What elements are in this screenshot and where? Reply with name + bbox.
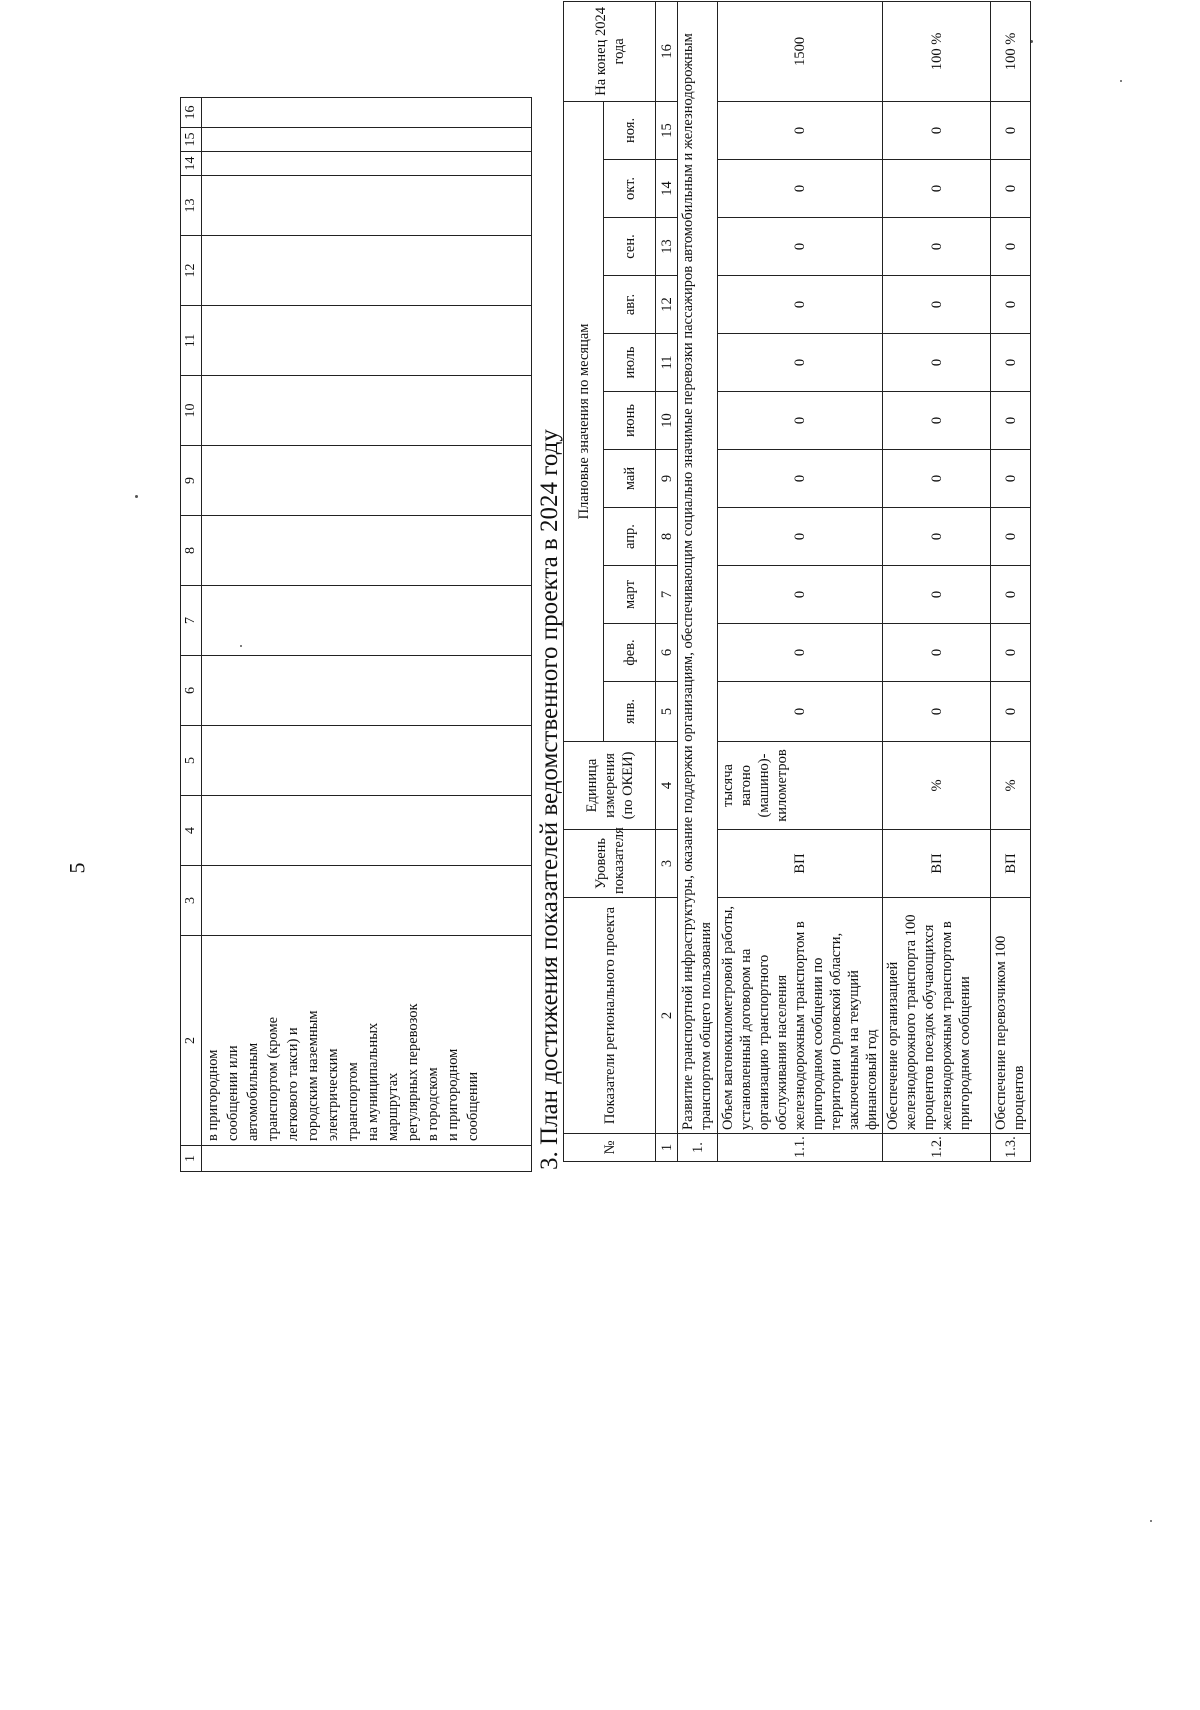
- continuation-body-row: [202, 98, 532, 1172]
- month-header: июль: [604, 334, 656, 392]
- text-line: на муниципальных: [365, 1022, 381, 1141]
- col-index: 10: [181, 376, 202, 446]
- indicators-table: [563, 7, 1029, 1162]
- cell: [202, 796, 532, 866]
- month-value: 0: [883, 624, 991, 682]
- col-index: 3: [181, 866, 202, 936]
- month-value: 0: [991, 508, 1031, 566]
- col-index: 12: [181, 236, 202, 306]
- col-index: 2: [656, 898, 678, 1134]
- section-row: [678, 1, 718, 1161]
- col-index: 13: [181, 176, 202, 236]
- col-index: 11: [181, 306, 202, 376]
- month-value: 0: [883, 334, 991, 392]
- month-value: 0: [718, 682, 883, 742]
- month-value: 0: [883, 160, 991, 218]
- col-index: 10: [656, 392, 678, 450]
- continuation-header-row: [181, 98, 202, 1172]
- col-index: 8: [181, 516, 202, 586]
- table-row: [883, 1, 991, 1161]
- section-text: Развитие транспортной инфраструктуры, оказание поддержки организациям, обеспечивающим социально значимые перевозки пассажиров автомобильным и железнодорожным транспортом общего пользования: [678, 1, 718, 1133]
- page-number: 5: [64, 862, 90, 874]
- text-line: городским наземным: [305, 1010, 321, 1141]
- scan-speck: [1150, 1520, 1152, 1522]
- month-value: 0: [991, 160, 1031, 218]
- month-value: 0: [883, 218, 991, 276]
- month-value: 0: [883, 392, 991, 450]
- month-value: 0: [718, 392, 883, 450]
- text-line: автомобильным: [245, 1042, 261, 1141]
- month-value: 0: [991, 624, 1031, 682]
- text-line: в пригородном: [205, 1049, 221, 1141]
- header-unit: Единица измерения (по ОКЕИ): [564, 742, 656, 830]
- cell: [202, 586, 532, 656]
- text-line: в городском: [425, 1067, 441, 1141]
- indicator-name: Обеспечение организацией железнодорожного транспорта 100 процентов поездок обучающихся железнодорожным транспортом в пригородном сообщении: [883, 898, 991, 1134]
- month-value: 0: [883, 450, 991, 508]
- header-num: №: [564, 1134, 656, 1162]
- month-value: 0: [718, 218, 883, 276]
- month-value: 0: [883, 566, 991, 624]
- col-index: 11: [656, 334, 678, 392]
- month-value: 0: [718, 101, 883, 159]
- col-index: 16: [181, 98, 202, 128]
- month-header: окт.: [604, 160, 656, 218]
- text-line: регулярных перевозок: [405, 1003, 421, 1141]
- month-value: 0: [718, 624, 883, 682]
- indicator-unit: %: [991, 742, 1031, 830]
- col-index: 15: [656, 101, 678, 159]
- col-index: 1: [656, 1134, 678, 1162]
- cell: [202, 376, 532, 446]
- cell: [202, 516, 532, 586]
- month-value: 0: [991, 450, 1031, 508]
- text-line: электрическим: [325, 1048, 341, 1141]
- continuation-table: [180, 98, 532, 1172]
- text-line: легкового такси) и: [285, 1027, 301, 1141]
- indicator-level: ВП: [883, 830, 991, 898]
- text-line: маршрутах: [385, 1072, 401, 1141]
- year-end-value: 100 %: [883, 1, 991, 101]
- scan-speck: [1120, 80, 1122, 82]
- col-index: 5: [181, 726, 202, 796]
- col-index: 5: [656, 682, 678, 742]
- header-indicator-name: Показатели регионального проекта: [564, 898, 656, 1134]
- col-index: 16: [656, 1, 678, 101]
- month-value: 0: [883, 276, 991, 334]
- month-header: май: [604, 450, 656, 508]
- col-index: 14: [656, 160, 678, 218]
- row-num: 1.1.: [718, 1134, 883, 1162]
- indicator-name-continuation: [202, 936, 532, 1146]
- cell: [202, 128, 532, 152]
- indicator-unit: %: [883, 742, 991, 830]
- col-index: 8: [656, 508, 678, 566]
- month-header: июнь: [604, 392, 656, 450]
- cell: [202, 656, 532, 726]
- month-value: 0: [718, 508, 883, 566]
- month-value: 0: [718, 566, 883, 624]
- indicator-level: ВП: [718, 830, 883, 898]
- scan-speck: [135, 495, 138, 498]
- col-index: 2: [181, 936, 202, 1146]
- col-index: 3: [656, 830, 678, 898]
- year-end-value: 1500: [718, 1, 883, 101]
- month-value: 0: [991, 682, 1031, 742]
- row-num: 1.2.: [883, 1134, 991, 1162]
- indicator-name: Объем вагонокилометровой работы, установленный договором на организацию транспортного обслуживания населения железнодорожным транспортом в пригородном сообщении по территории Орловской области, заключенным на текущий финансовый год: [718, 898, 883, 1134]
- col-index: 13: [656, 218, 678, 276]
- header-row: [564, 1, 604, 1161]
- section-num: 1.: [678, 1134, 718, 1162]
- month-header: ноя.: [604, 101, 656, 159]
- header-monthly-values: Плановые значения по месяцам: [564, 101, 604, 741]
- col-index: 9: [181, 446, 202, 516]
- text-line: и пригородном: [445, 1048, 461, 1141]
- text-line: транспортом: [345, 1062, 361, 1141]
- month-header: март: [604, 566, 656, 624]
- table-row: [991, 1, 1031, 1161]
- section-title: 3. План достижения показателей ведомственного проекта в 2024 году: [536, 429, 563, 1170]
- month-header: апр.: [604, 508, 656, 566]
- cell: [202, 176, 532, 236]
- year-end-value: 100 %: [991, 1, 1031, 101]
- col-index: 15: [181, 128, 202, 152]
- month-value: 0: [718, 276, 883, 334]
- month-value: 0: [991, 218, 1031, 276]
- text-line: сообщении: [465, 1071, 481, 1141]
- month-value: 0: [991, 392, 1031, 450]
- cell: [202, 152, 532, 176]
- header-year-end: На конец 2024 года: [564, 1, 656, 101]
- col-index: 6: [181, 656, 202, 726]
- month-value: 0: [718, 334, 883, 392]
- header-level: Уровень показателя: [564, 830, 656, 898]
- col-index: 7: [181, 586, 202, 656]
- cell: [202, 446, 532, 516]
- cell: [202, 726, 532, 796]
- month-header: авг.: [604, 276, 656, 334]
- month-value: 0: [718, 450, 883, 508]
- month-value: 0: [718, 160, 883, 218]
- month-value: 0: [883, 508, 991, 566]
- cell: [202, 236, 532, 306]
- month-value: 0: [991, 101, 1031, 159]
- text-line: транспортом (кроме: [265, 1016, 281, 1141]
- col-index: 1: [181, 1146, 202, 1172]
- month-value: 0: [991, 334, 1031, 392]
- cell: [202, 306, 532, 376]
- month-value: 0: [883, 682, 991, 742]
- cell: [202, 98, 532, 128]
- col-index: 4: [656, 742, 678, 830]
- col-index: 14: [181, 152, 202, 176]
- col-index: 12: [656, 276, 678, 334]
- row-num: 1.3.: [991, 1134, 1031, 1162]
- month-value: 0: [883, 101, 991, 159]
- month-value: 0: [991, 276, 1031, 334]
- indicator-level: ВП: [991, 830, 1031, 898]
- month-header: фев.: [604, 624, 656, 682]
- month-value: 0: [991, 566, 1031, 624]
- col-index: 7: [656, 566, 678, 624]
- month-header: янв.: [604, 682, 656, 742]
- cell: [202, 866, 532, 936]
- cell: [202, 1146, 532, 1172]
- col-index: 6: [656, 624, 678, 682]
- col-index: 4: [181, 796, 202, 866]
- indicator-name: Обеспечение перевозчиком 100 процентов: [991, 898, 1031, 1134]
- table-row: [718, 1, 883, 1161]
- column-index-row: [656, 1, 678, 1161]
- indicator-unit: тысяча вагоно (машино)-километров: [718, 742, 883, 830]
- text-line: сообщении или: [225, 1045, 241, 1141]
- month-header: сен.: [604, 218, 656, 276]
- col-index: 9: [656, 450, 678, 508]
